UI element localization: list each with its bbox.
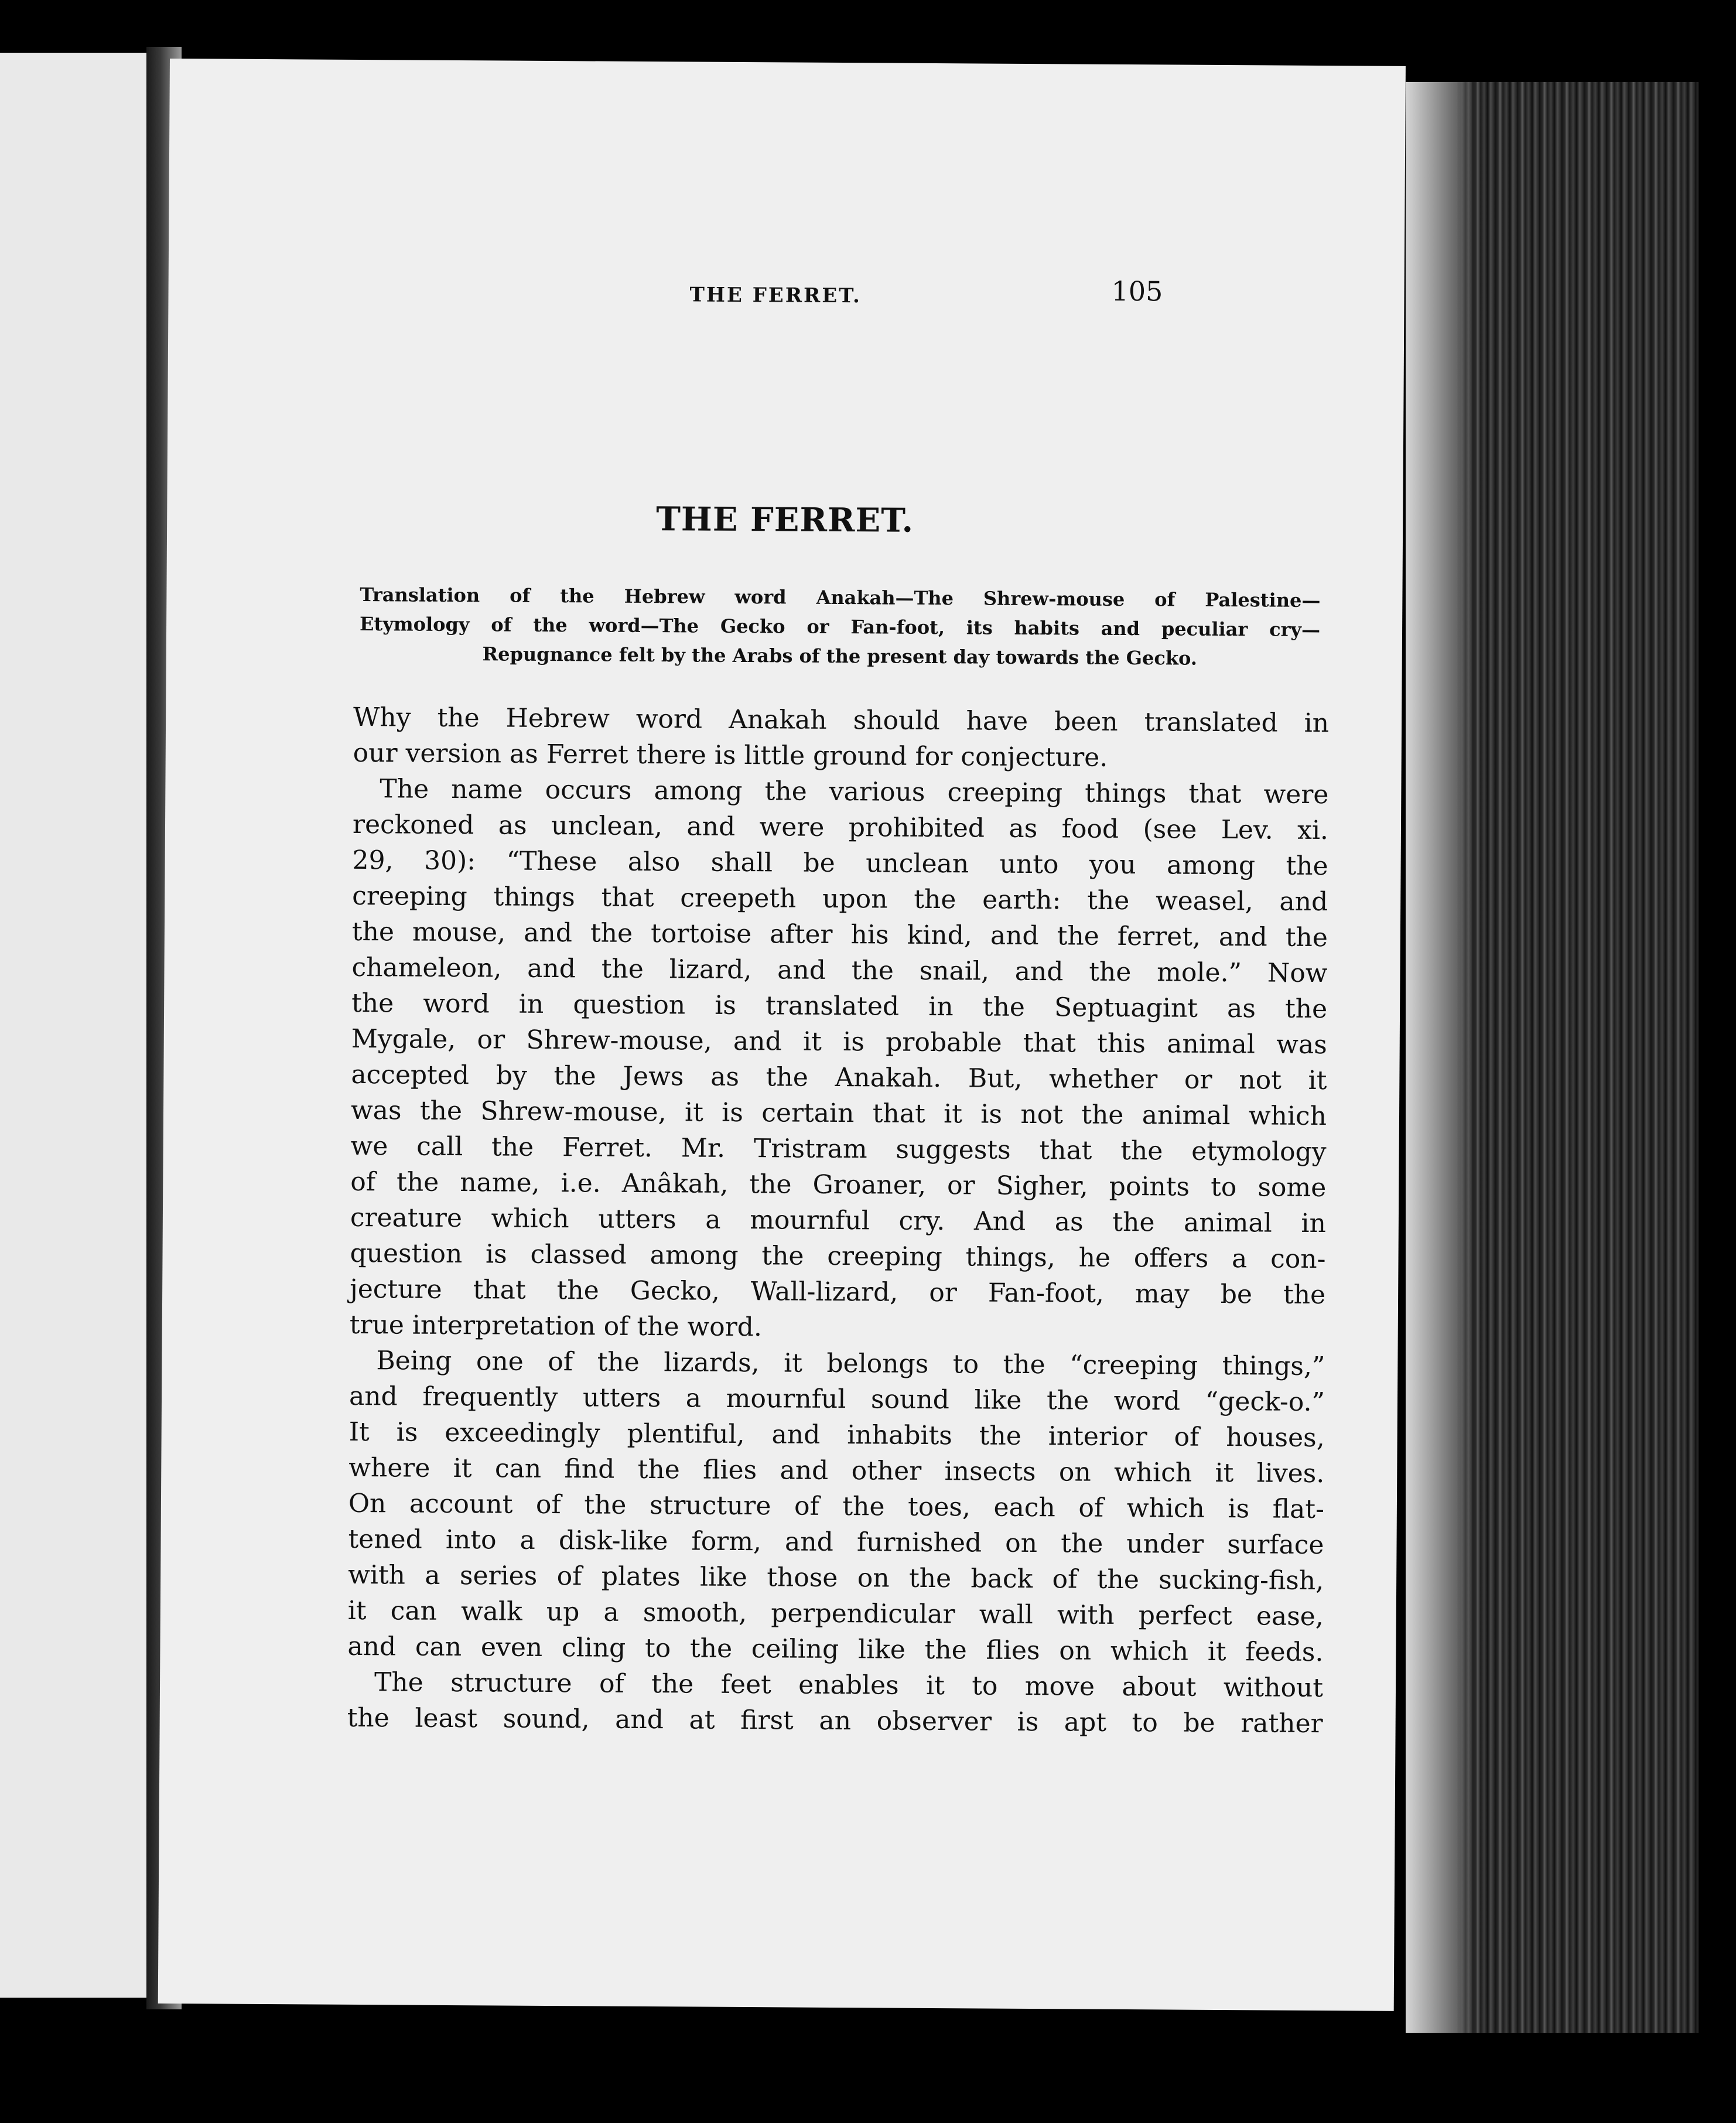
text-line: The name occurs among the various creeping things that were bbox=[380, 774, 1329, 810]
text-line: with a series of plates like those on the back of the sucking-fish, bbox=[348, 1559, 1324, 1596]
summary-line: Translation of the Hebrew word Anakah—The Shrew-mouse of Palestine— bbox=[360, 583, 1321, 612]
chapter-title: THE FERRET. bbox=[656, 500, 914, 540]
text-line: The structure of the feet enables it to move about without bbox=[374, 1667, 1324, 1704]
text-line: the word in question is translated in the Septuagint as the bbox=[351, 988, 1328, 1025]
running-head: THE FERRET. bbox=[689, 283, 862, 308]
text-line: chameleon, and the lizard, and the snail, and the mole.” Now bbox=[351, 952, 1328, 989]
text-line: true interpretation of the word. bbox=[349, 1309, 763, 1343]
text-line: where it can find the flies and other insects on which it lives. bbox=[348, 1452, 1325, 1489]
text-line: and can even cling to the ceiling like the flies on which it feeds. bbox=[347, 1631, 1324, 1668]
text-line: creeping things that creepeth upon the earth: the weasel, and bbox=[352, 880, 1328, 917]
text-line: creature which utters a mournful cry. And as the animal in bbox=[350, 1202, 1327, 1239]
text-line: the mouse, and the tortoise after his kind, and the ferret, and the bbox=[351, 916, 1328, 953]
text-line: it can walk up a smooth, perpendicular wall with perfect ease, bbox=[347, 1595, 1324, 1632]
text-line: question is classed among the creeping things, he offers a con- bbox=[350, 1238, 1326, 1275]
body-text bbox=[347, 699, 1330, 1742]
text-line: we call the Ferret. Mr. Tristram suggests that the etymology bbox=[350, 1131, 1327, 1168]
text-line: of the name, i.e. Anâkah, the Groaner, or Sigher, points to some bbox=[350, 1166, 1327, 1203]
book-fore-edge-shading bbox=[1406, 82, 1476, 2033]
text-line: jecture that the Gecko, Wall-lizard, or Fan-foot, may be the bbox=[350, 1274, 1326, 1310]
text-line: the least sound, and at first an observer is apt to be rather bbox=[347, 1702, 1323, 1739]
text-line: Mygale, or Shrew-mouse, and it is probable that this animal was bbox=[351, 1023, 1327, 1060]
text-line: Being one of the lizards, it belongs to the “creeping things,” bbox=[376, 1346, 1325, 1382]
text-line: On account of the structure of the toes, each of which is flat- bbox=[348, 1488, 1325, 1525]
summary-line: Etymology of the word—The Gecko or Fan-foot, its habits and peculiar cry— bbox=[359, 612, 1321, 641]
book-page bbox=[158, 59, 1406, 2011]
text-line: our version as Ferret there is little ground for conjecture. bbox=[353, 738, 1108, 773]
text-line: accepted by the Jews as the Anakah. But, whether or not it bbox=[351, 1059, 1327, 1096]
text-line: 29, 30): “These also shall be unclean unto you among the bbox=[352, 845, 1328, 882]
text-line: was the Shrew-mouse, it is certain that it is not the animal which bbox=[350, 1095, 1327, 1132]
text-line: Why the Hebrew word Anakah should have been translated in bbox=[353, 702, 1330, 739]
text-line: tened into a disk-like form, and furnished on the under surface bbox=[348, 1524, 1324, 1561]
page-number: 105 bbox=[1111, 275, 1163, 308]
previous-page-edge bbox=[0, 53, 146, 1998]
text-line: reckoned as unclean, and were prohibited as food (see Lev. xi. bbox=[352, 809, 1329, 846]
chapter-summary bbox=[360, 580, 1321, 674]
summary-line: Repugnance felt by the Arabs of the present day towards the Gecko. bbox=[482, 643, 1198, 670]
text-line: and frequently utters a mournful sound like the word “geck-o.” bbox=[348, 1381, 1325, 1418]
text-line: It is exceedingly plentiful, and inhabits the interior of houses, bbox=[348, 1417, 1325, 1453]
